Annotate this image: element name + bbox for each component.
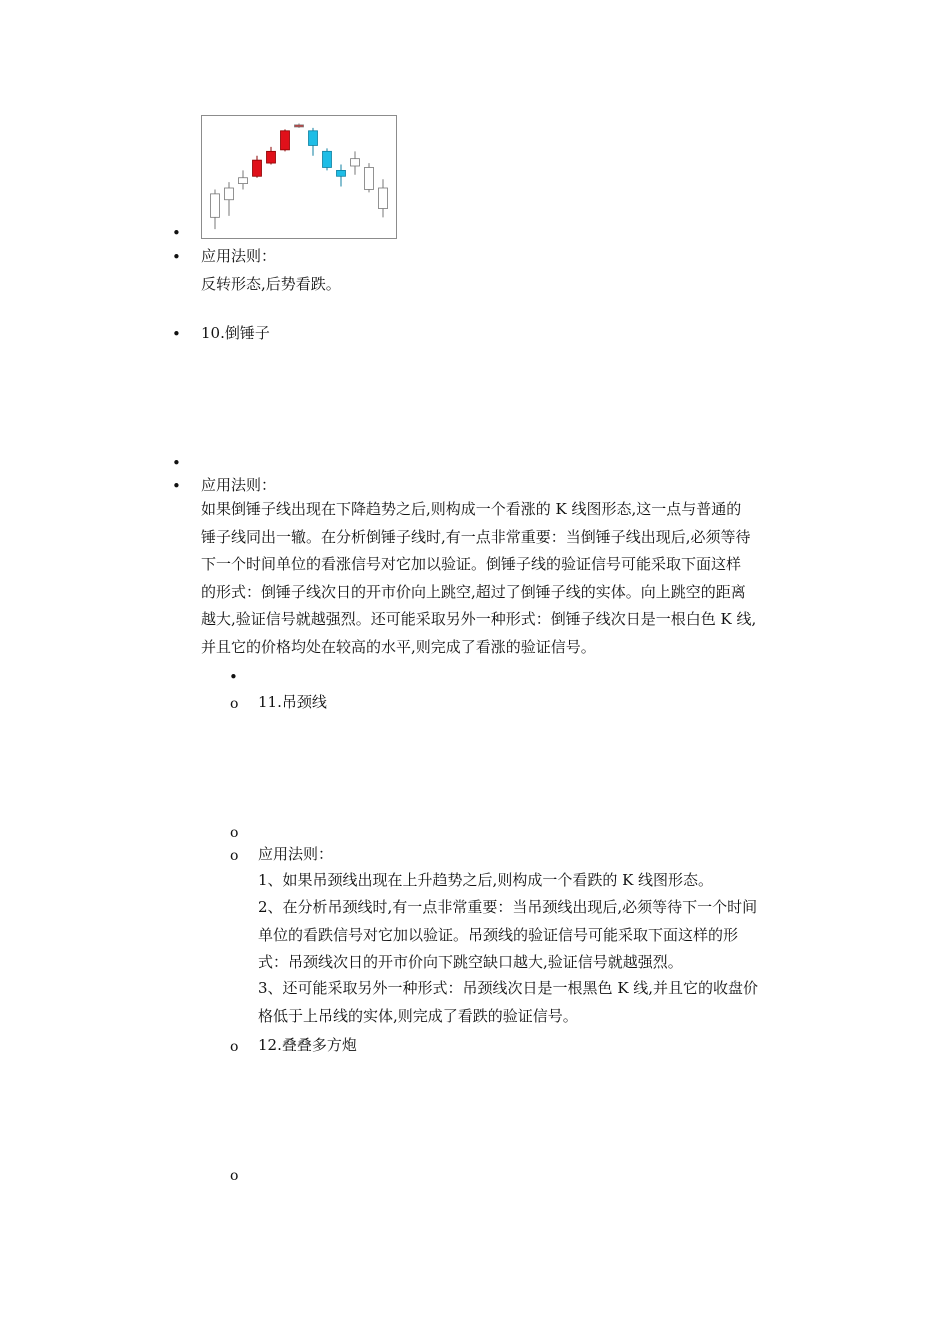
candle-body bbox=[337, 170, 346, 176]
rule-paragraph bbox=[201, 496, 807, 661]
rule-label: 应用法则： bbox=[258, 845, 334, 863]
candlestick-3 bbox=[239, 170, 248, 189]
candle-body bbox=[323, 151, 332, 167]
section-title: 10.倒锤子 bbox=[201, 324, 270, 342]
rule-item-3 bbox=[258, 975, 806, 1030]
rule-item-1: 1、如果吊颈线出现在上升趋势之后,则构成一个看跌的 K 线图形态。 bbox=[258, 871, 714, 889]
paragraph-line: 的形式：倒锤子线次日的开市价向上跳空,超过了倒锤子线的实体。向上跳空的距离 bbox=[201, 582, 746, 601]
paragraph-line: 锤子线同出一辙。在分析倒锤子线时,有一点非常重要：当倒锤子线出现后,必须等待 bbox=[201, 527, 751, 546]
list-bullet bbox=[172, 250, 181, 265]
candle-body bbox=[295, 125, 304, 127]
list-bullet bbox=[172, 226, 181, 241]
candle-body bbox=[253, 160, 262, 176]
paragraph-line: 并且它的价格均处在较高的水平,则完成了看涨的验证信号。 bbox=[201, 637, 596, 656]
candlestick-9 bbox=[323, 148, 332, 170]
list-bullet bbox=[229, 670, 238, 685]
paragraph-line: 单位的看跌信号对它加以验证。吊颈线的验证信号可能采取下面这样的形 bbox=[258, 925, 739, 944]
list-circle bbox=[230, 697, 238, 711]
list-circle bbox=[230, 1169, 238, 1183]
candlestick-7 bbox=[295, 123, 304, 127]
candlestick-1 bbox=[211, 189, 220, 229]
rule-item-2 bbox=[258, 894, 806, 977]
candle-body bbox=[225, 188, 234, 200]
paragraph-line: 格低于上吊线的实体,则完成了看跌的验证信号。 bbox=[258, 1006, 578, 1025]
candlestick-12 bbox=[365, 163, 374, 192]
candle-body bbox=[379, 188, 388, 209]
candle-body bbox=[239, 178, 248, 184]
paragraph-line: 下一个时间单位的看涨信号对它加以验证。倒锤子线的验证信号可能采取下面这样 bbox=[201, 555, 742, 573]
candlestick-10 bbox=[337, 165, 346, 187]
rule-label: 应用法则： bbox=[201, 247, 277, 265]
paragraph-line: 如果倒锤子线出现在下降趋势之后,则构成一个看涨的 K 线图形态,这一点与普通的 bbox=[201, 500, 742, 518]
list-circle bbox=[230, 1040, 238, 1054]
candlestick-4 bbox=[253, 156, 262, 178]
candle-body bbox=[211, 194, 220, 217]
candlestick-chart bbox=[202, 116, 396, 238]
list-bullet bbox=[172, 479, 181, 494]
candlestick-8 bbox=[309, 128, 318, 156]
list-circle bbox=[230, 849, 238, 863]
rule-body: 反转形态,后势看跌。 bbox=[201, 275, 341, 293]
candlestick-5 bbox=[267, 147, 276, 165]
paragraph-line: 2、在分析吊颈线时,有一点非常重要：当吊颈线出现后,必须等待下一个时间 bbox=[258, 898, 758, 916]
section-title: 12.叠叠多方炮 bbox=[258, 1036, 357, 1054]
paragraph-line: 3、还可能采取另外一种形式：吊颈线次日是一根黑色 K 线,并且它的收盘价 bbox=[258, 979, 759, 997]
list-bullet bbox=[172, 327, 181, 342]
paragraph-line: 式：吊颈线次日的开市价向下跳空缺口越大,验证信号就越强烈。 bbox=[258, 953, 683, 971]
candle-body bbox=[281, 131, 290, 150]
candle-body bbox=[267, 151, 276, 163]
rule-label: 应用法则： bbox=[201, 476, 277, 494]
candlestick-13 bbox=[379, 179, 388, 217]
candlestick-2 bbox=[225, 182, 234, 216]
candlestick-chart-image bbox=[201, 115, 397, 239]
candlestick-6 bbox=[281, 129, 290, 151]
paragraph-line: 越大,验证信号就越强烈。还可能采取另外一种形式：倒锤子线次日是一根白色 K 线, bbox=[201, 610, 757, 628]
candle-body bbox=[351, 159, 360, 166]
list-bullet bbox=[172, 456, 181, 471]
section-title: 11.吊颈线 bbox=[258, 693, 327, 711]
candle-body bbox=[309, 131, 318, 146]
candle-body bbox=[365, 167, 374, 189]
list-circle bbox=[230, 826, 238, 840]
candlestick-11 bbox=[351, 151, 360, 174]
